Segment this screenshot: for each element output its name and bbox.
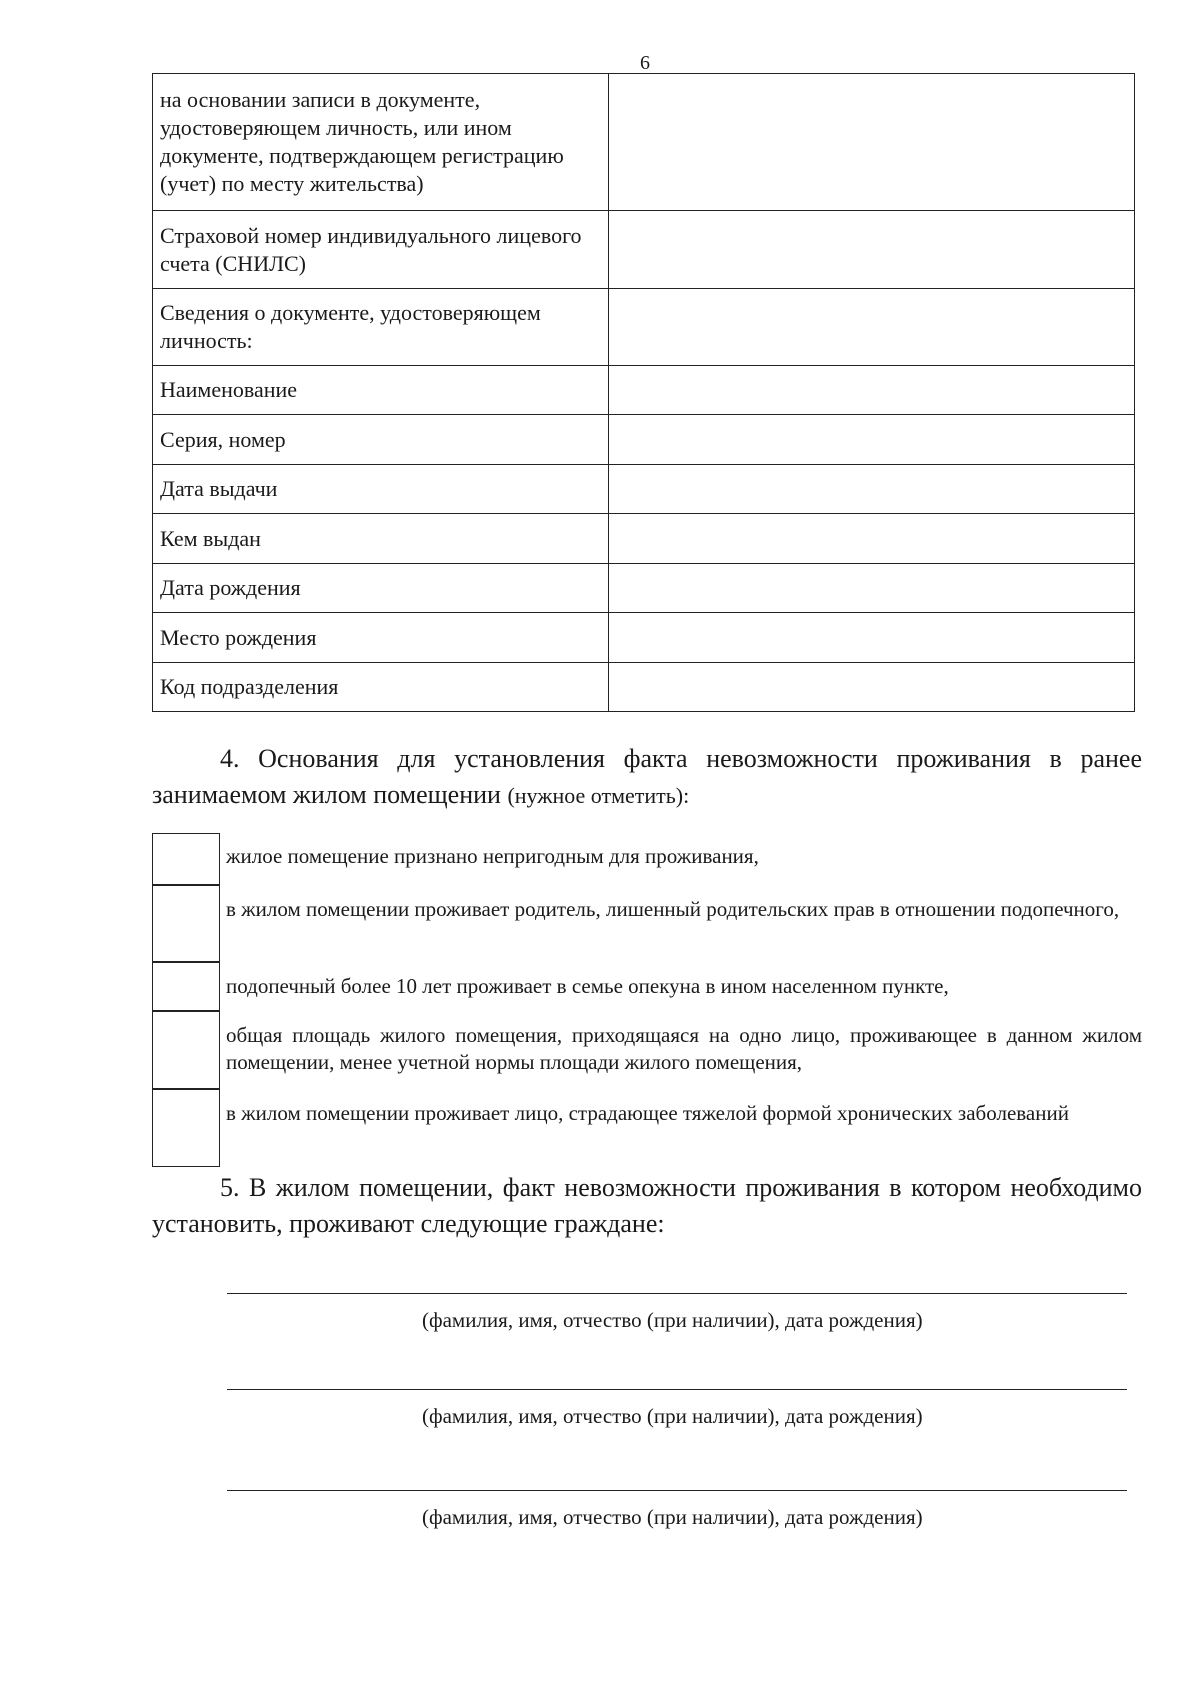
row-value-birth-place[interactable] [609, 613, 1135, 663]
personal-data-table [152, 73, 1135, 712]
list-item [152, 1090, 1142, 1167]
grounds-checklist [152, 833, 1142, 1167]
row-value-issue-date[interactable] [609, 465, 1135, 514]
resident-entry-3 [227, 1490, 1127, 1530]
section-5-heading-text: 5. В жилом помещении, факт невозможности проживания в котором необходимо установить, проживают следующие граждане: [152, 1173, 1142, 1238]
row-value-document-name[interactable] [609, 366, 1135, 415]
row-value-birth-date[interactable] [609, 564, 1135, 613]
row-value-id-document[interactable] [609, 289, 1135, 366]
table-row [153, 74, 1135, 211]
option-label: в жилом помещении проживает лицо, страдающее тяжелой формой хронических заболеваний [226, 1101, 1069, 1125]
list-item [152, 1012, 1142, 1090]
list-item [152, 886, 1142, 963]
list-item [152, 833, 1142, 886]
table-row [153, 564, 1135, 613]
list-item [152, 963, 1142, 1012]
row-label-document-name: Наименование [153, 366, 609, 415]
table-row [153, 465, 1135, 514]
row-label-birth-place: Место рождения [153, 613, 609, 663]
resident-caption: (фамилия, имя, отчество (при наличии), дата рождения) [422, 1308, 923, 1332]
resident-entry-1 [227, 1293, 1127, 1333]
row-value-snils[interactable] [609, 211, 1135, 289]
page-number: 6 [640, 52, 650, 74]
checkbox-lives-with-guardian[interactable] [152, 961, 220, 1012]
section-4-note: (нужное отметить): [507, 783, 690, 808]
resident-name-line[interactable] [227, 1389, 1127, 1390]
row-label-issued-by: Кем выдан [153, 514, 609, 564]
row-label-series-number: Серия, номер [153, 415, 609, 465]
table-row [153, 289, 1135, 366]
row-label-issue-date: Дата выдачи [153, 465, 609, 514]
section-4-heading [152, 741, 1142, 814]
table-row [153, 514, 1135, 564]
checkbox-parent-deprived[interactable] [152, 884, 220, 963]
table-row [153, 366, 1135, 415]
row-value-series-number[interactable] [609, 415, 1135, 465]
option-label: жилое помещение признано непригодным для проживания, [226, 844, 759, 868]
row-label-registration-basis: на основании записи в документе, удостоверяющем личность, или ином документе, подтверждающем регистрацию (учет) по месту жительства) [153, 74, 609, 211]
table-row [153, 415, 1135, 465]
option-label: подопечный более 10 лет проживает в семье опекуна в ином населенном пункте, [226, 974, 949, 998]
row-value-registration-basis[interactable] [609, 74, 1135, 211]
row-label-division-code: Код подразделения [153, 663, 609, 712]
resident-caption: (фамилия, имя, отчество (при наличии), дата рождения) [422, 1404, 923, 1428]
row-label-snils: Страховой номер индивидуального лицевого счета (СНИЛС) [153, 211, 609, 289]
resident-name-line[interactable] [227, 1293, 1127, 1294]
section-4-heading-text: 4. Основания для установления факта невозможности проживания в ранее занимаемом жилом помещении [152, 744, 1142, 809]
table-row [153, 613, 1135, 663]
option-label: общая площадь жилого помещения, приходящаяся на одно лицо, проживающее в данном жилом помещении, менее учетной нормы площади жилого помещения, [226, 1023, 1142, 1074]
resident-entry-2 [227, 1389, 1127, 1429]
row-value-division-code[interactable] [609, 663, 1135, 712]
row-label-id-document: Сведения о документе, удостоверяющем личность: [153, 289, 609, 366]
checkbox-area-below-norm[interactable] [152, 1010, 220, 1090]
section-5-heading [152, 1170, 1142, 1242]
table-row [153, 211, 1135, 289]
option-label: в жилом помещении проживает родитель, лишенный родительских прав в отношении подопечного, [226, 897, 1120, 921]
checkbox-unfit-housing[interactable] [152, 833, 220, 886]
resident-caption: (фамилия, имя, отчество (при наличии), дата рождения) [422, 1505, 923, 1529]
table-row [153, 663, 1135, 712]
resident-name-line[interactable] [227, 1490, 1127, 1491]
row-value-issued-by[interactable] [609, 514, 1135, 564]
checkbox-chronic-disease[interactable] [152, 1088, 220, 1167]
row-label-birth-date: Дата рождения [153, 564, 609, 613]
